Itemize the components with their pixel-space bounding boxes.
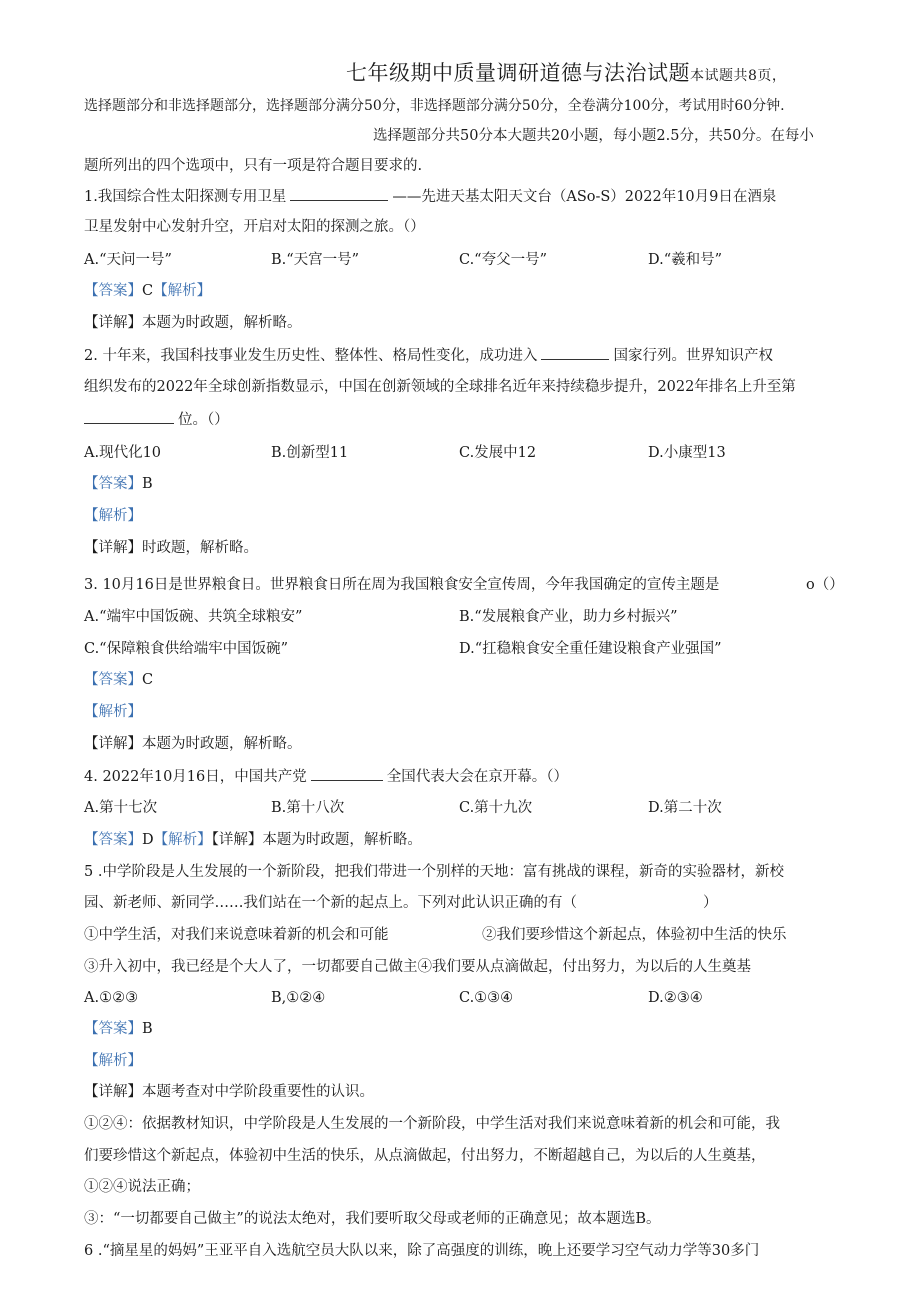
- q2-stem-line-3: [84, 409, 229, 430]
- q2-option-b: B.创新型11: [271, 445, 349, 461]
- analysis-label: 【解析】: [153, 283, 212, 299]
- q3-stem-end: o（）: [806, 577, 844, 593]
- q1-option-d: D.“羲和号”: [648, 252, 723, 268]
- q3-detail: 本题为时政题，解析略。: [142, 736, 302, 752]
- detail-label: 【详解】: [84, 736, 142, 752]
- q2-analysis-label: 【解析】: [84, 508, 142, 524]
- q2-stem-a: 2. 十年来，我国科技事业发生历史性、整体性、格局性变化，成功进入: [84, 348, 538, 364]
- intro-line-2: 选择题部分共50分本大题共20小题，每小题2.5分，共50分。在每小: [373, 128, 814, 144]
- intro-line-1: 选择题部分和非选择题部分，选择题部分满分50分，非选择题部分满分50分，全卷满分100分，考试用时60分钟.: [84, 98, 785, 114]
- q1-blank: [290, 186, 388, 201]
- q2-option-d: D.小康型13: [648, 445, 726, 461]
- q2-stem-line-2: 组织发布的2022年全球创新指数显示，中国在创新领域的全球排名近年来持续稳步提升，2022年排名上升至第: [84, 379, 796, 395]
- q4-stem: [84, 766, 568, 787]
- q5-item-3-4: ③升入初中，我已经是个大人了，一切都要自己做主④我们要从点滴做起，付出努力，为以后的人生奠基: [84, 959, 751, 975]
- q2-blank-2: [84, 409, 174, 424]
- q5-stem-line-2: 园、新老师、新同学……我们站在一个新的起点上。下列对此认识正确的有（: [84, 895, 577, 911]
- q3-analysis-label: 【解析】: [84, 704, 142, 720]
- q2-detail: 时政题，解析略。: [142, 540, 258, 556]
- title-text: 七年级期中质量调研道德与法治试题: [346, 61, 690, 85]
- q5-item-2: ②我们要珍惜这个新起点，体验初中生活的快乐: [482, 927, 787, 943]
- q4-blank: [311, 766, 383, 781]
- answer-label: 【答案】: [84, 832, 142, 848]
- q2-detail-line: [84, 538, 258, 558]
- q5-explain-4: ③：“一切都要自己做主”的说法太绝对，我们要听取父母或老师的正确意见；故本题选B。: [84, 1211, 661, 1227]
- q4-stem-a: 4. 2022年10月16日，中国共产党: [84, 769, 307, 785]
- q3-stem: 3. 10月16日是世界粮食日。世界粮食日所在周为我国粮食安全宣传周，今年我国确定的宣传主题是: [84, 577, 720, 593]
- q3-option-b: B.“发展粮食产业，助力乡村振兴”: [459, 609, 678, 625]
- q3-detail-line: [84, 734, 302, 754]
- q5-answer-line: [84, 1019, 153, 1039]
- q5-answer: B: [142, 1021, 153, 1037]
- q1-answer-line: [84, 281, 211, 301]
- q6-stem-line-1: 6 .“摘星星的妈妈”王亚平自入选航空员大队以来，除了高强度的训练，晚上还要学习空气动力学等30多门: [84, 1243, 760, 1259]
- detail-label: 【详解】: [211, 832, 263, 848]
- q5-detail: 本题考查对中学阶段重要性的认识。: [142, 1084, 374, 1100]
- q5-stem-line-2-end: ）: [703, 895, 718, 911]
- q4-detail: 本题为时政题，解析略。: [262, 832, 422, 848]
- q1-stem-line-2: 卫星发射中心发射升空，开启对太阳的探测之旅。（）: [84, 219, 425, 235]
- detail-label: 【详解】: [84, 540, 142, 556]
- q1-detail-line: [84, 313, 302, 333]
- detail-label: 【详解】: [84, 315, 142, 331]
- q4-option-a: A.第十七次: [84, 800, 158, 816]
- q2-answer: B: [142, 476, 153, 492]
- q5-option-c: C.①③④: [459, 990, 514, 1006]
- intro-line-3: 题所列出的四个选项中，只有一项是符合题目要求的.: [84, 158, 423, 174]
- q2-stem-c: 位。（）: [178, 412, 229, 428]
- q1-option-a: A.“天问一号”: [84, 252, 172, 268]
- title-note: 本试题共8页，: [690, 68, 787, 84]
- q1-detail: 本题为时政题，解析略。: [142, 315, 302, 331]
- q4-option-b: B.第十八次: [271, 800, 345, 816]
- q5-option-d: D.②③④: [648, 990, 703, 1006]
- q2-answer-line: [84, 474, 153, 494]
- q3-answer: C: [142, 672, 154, 688]
- answer-label: 【答案】: [84, 672, 142, 688]
- q4-stem-b: 全国代表大会在京开幕。（）: [386, 769, 568, 785]
- q4-option-c: C.第十九次: [459, 800, 533, 816]
- q2-stem-line-1: [84, 345, 773, 366]
- q2-option-a: A.现代化10: [84, 445, 162, 461]
- q3-option-c: C.“保障粮食供给端牢中国饭碗”: [84, 641, 289, 657]
- q4-answer: D: [142, 832, 154, 848]
- q1-stem-a: 1.我国综合性太阳探测专用卫星: [84, 189, 287, 205]
- q5-item-1: ①中学生活，对我们来说意味着新的机会和可能: [84, 927, 389, 943]
- q1-stem-b: ——先进天基太阳天文台（ASo-S）2022年10月9日在酒泉: [392, 189, 777, 205]
- q4-option-d: D.第二十次: [648, 800, 722, 816]
- analysis-label: 【解析】: [153, 832, 212, 848]
- q1-answer: C: [142, 283, 154, 299]
- detail-label: 【详解】: [84, 1084, 142, 1100]
- q2-blank-1: [541, 345, 609, 360]
- q1-stem-line-1: [84, 186, 776, 207]
- q5-detail-line: [84, 1082, 374, 1102]
- q5-option-b: B,①②④: [271, 990, 326, 1006]
- page-title: [346, 60, 786, 89]
- q4-answer-line: [84, 830, 422, 850]
- answer-label: 【答案】: [84, 1021, 142, 1037]
- q5-analysis-label: 【解析】: [84, 1053, 142, 1069]
- q1-option-b: B.“天宫一号”: [271, 252, 360, 268]
- q2-option-c: C.发展中12: [459, 445, 537, 461]
- q2-stem-b: 国家行列。世界知识产权: [613, 348, 773, 364]
- q3-option-d: D.“扛稳粮食安全重任建设粮食产业强国”: [459, 641, 722, 657]
- q5-option-a: A.①②③: [84, 990, 139, 1006]
- q3-option-a: A.“端牢中国饭碗、共筑全球粮安”: [84, 609, 303, 625]
- q5-explain-2: 们要珍惜这个新起点，体验初中生活的快乐，从点滴做起，付出努力，不断超越自己，为以后的人生奠基，: [84, 1148, 766, 1164]
- answer-label: 【答案】: [84, 476, 142, 492]
- q3-answer-line: [84, 670, 153, 690]
- q5-explain-1: ①②④：依据教材知识，中学阶段是人生发展的一个新阶段，中学生活对我们来说意味着新的机会和可能，我: [84, 1116, 780, 1132]
- q1-option-c: C.“夸父一号”: [459, 252, 548, 268]
- answer-label: 【答案】: [84, 283, 142, 299]
- q5-stem-line-1: 5 .中学阶段是人生发展的一个新阶段，把我们带进一个别样的天地：富有挑战的课程，新奇的实验器材，新校: [84, 864, 784, 880]
- q5-explain-3: ①②④说法正确；: [84, 1179, 200, 1195]
